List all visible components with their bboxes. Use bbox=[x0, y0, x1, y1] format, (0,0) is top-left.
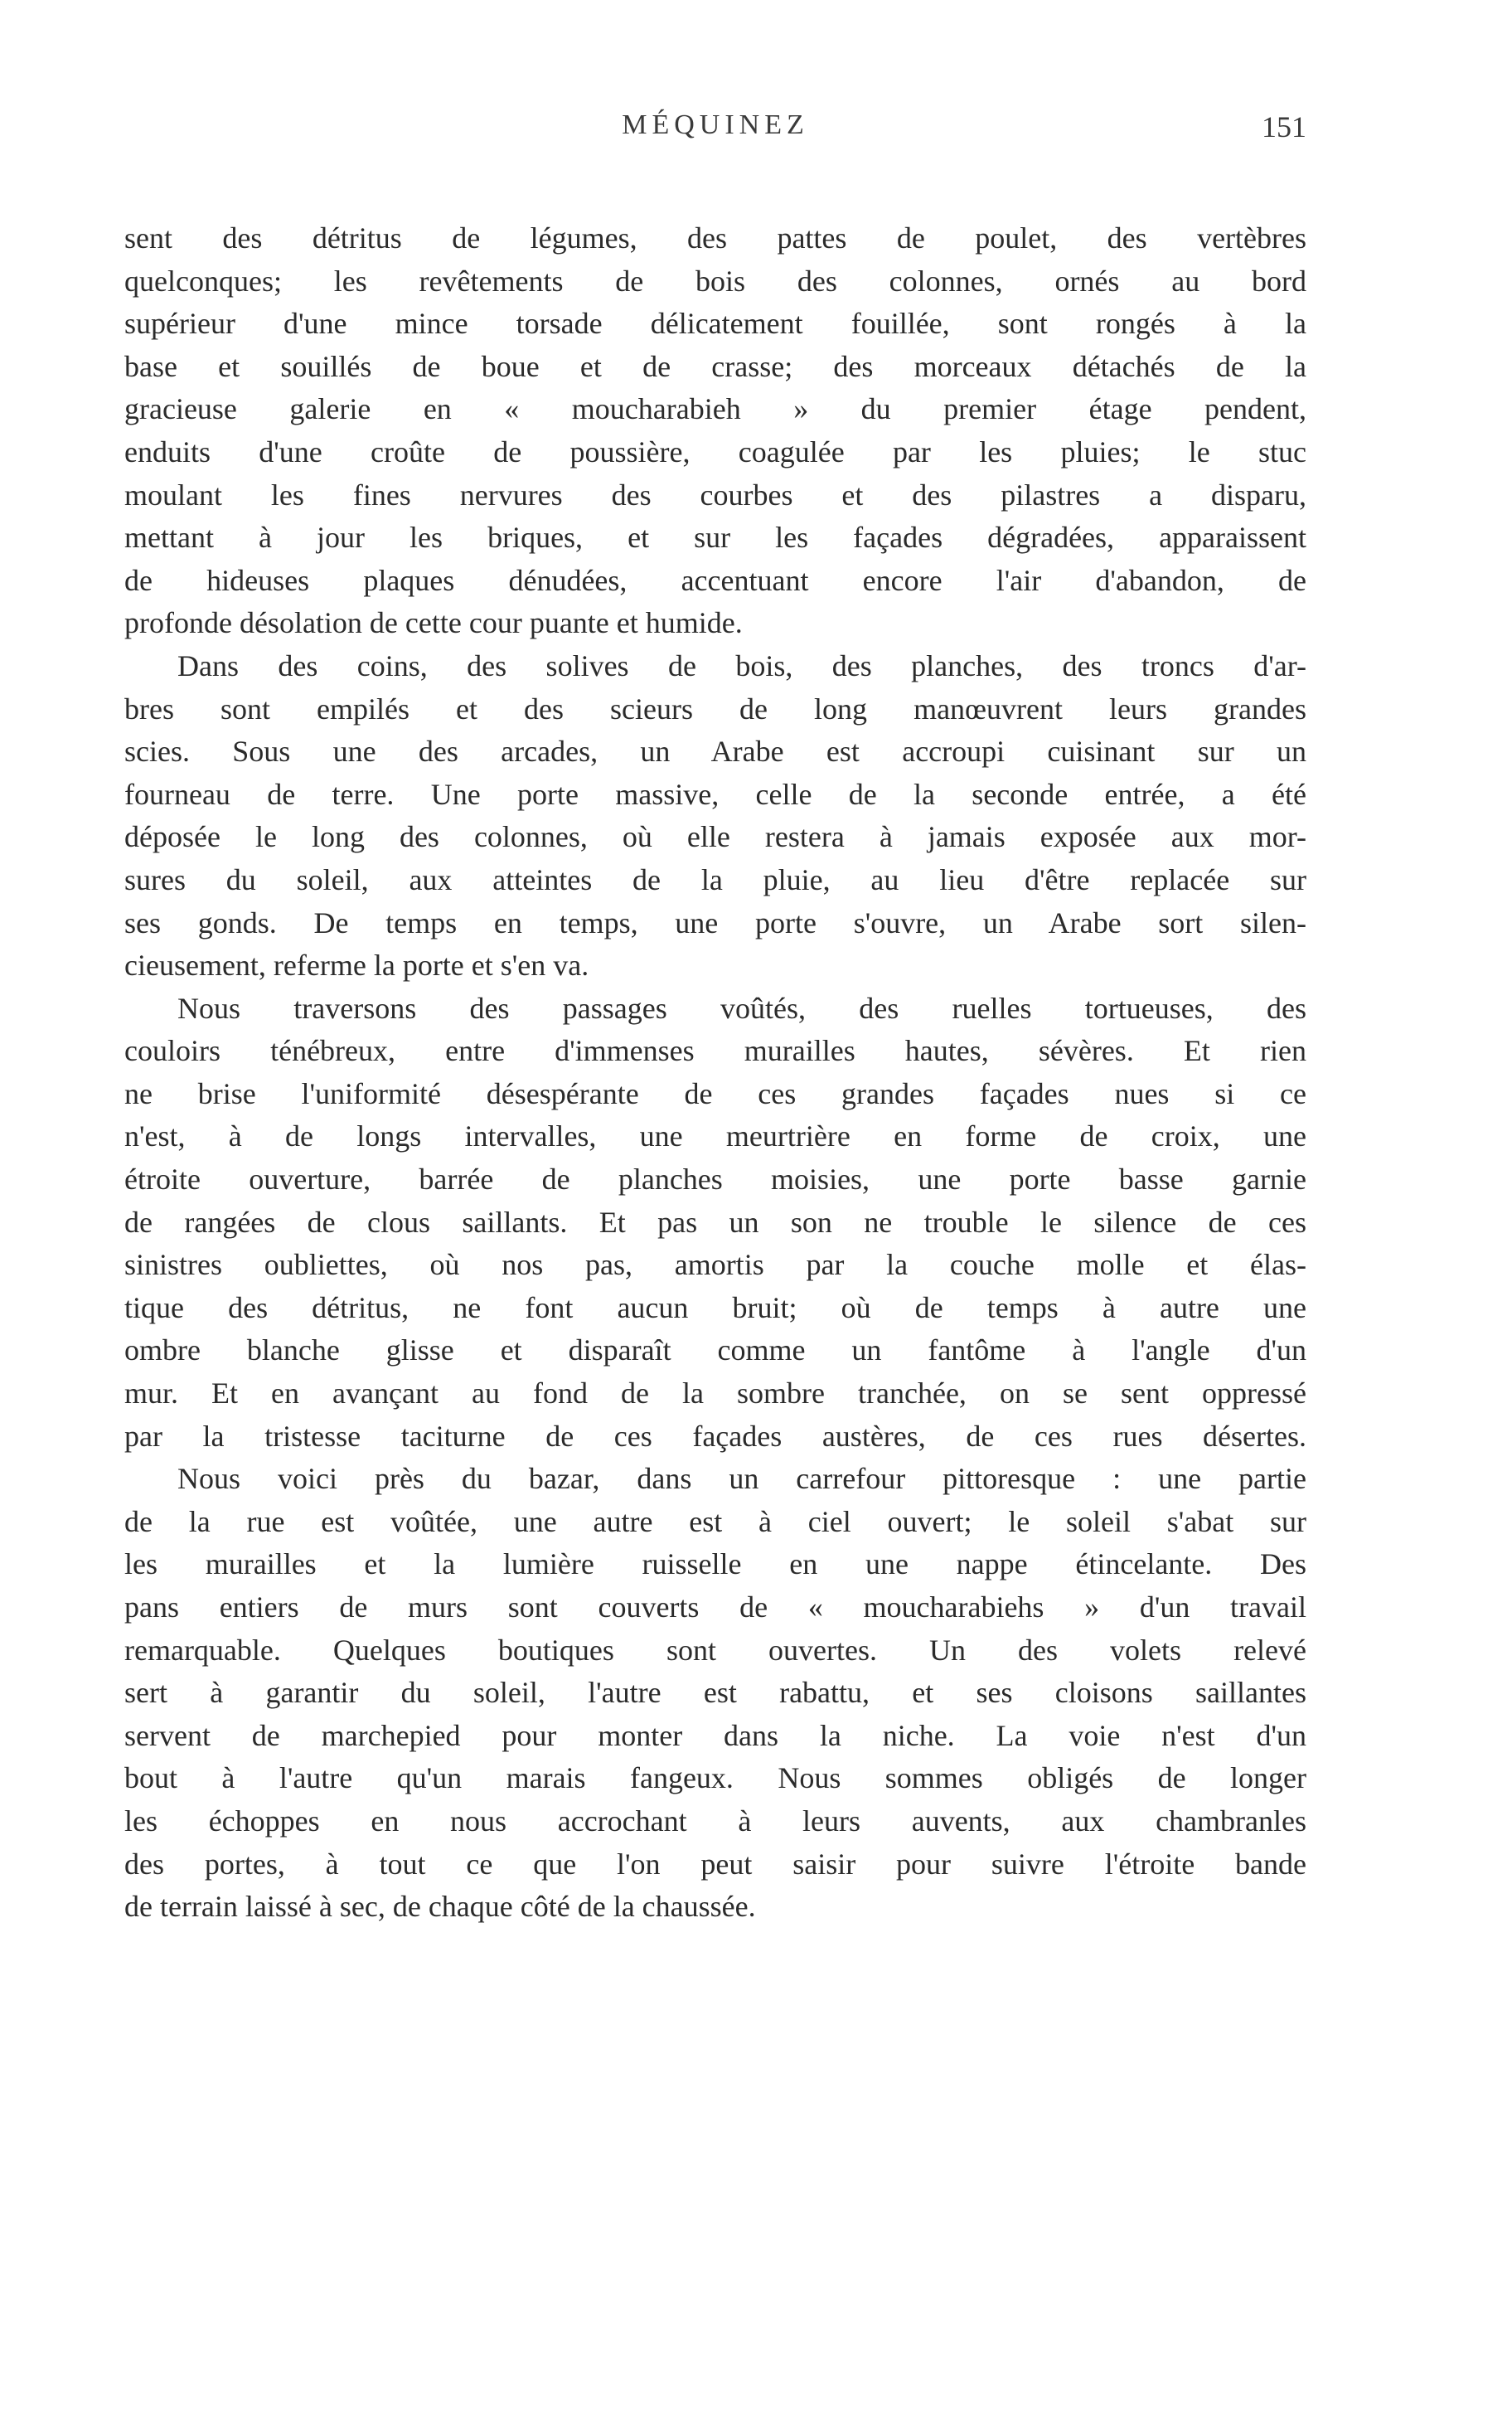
text-line: les murailles et la lumière ruisselle en une nappe étincelante. Des bbox=[124, 1547, 1306, 1581]
text-line: mur. Et en avançant au fond de la sombre tranchée, on se sent oppressé bbox=[124, 1376, 1306, 1410]
text-line: enduits d'une croûte de poussière, coagulée par les pluies; le stuc bbox=[124, 435, 1306, 469]
text-line: cieusement, referme la porte et s'en va. bbox=[124, 949, 589, 983]
text-line: Dans des coins, des solives de bois, des planches, des troncs d'ar- bbox=[177, 648, 1306, 682]
text-line: n'est, à de longs intervalles, une meurtrière en forme de croix, une bbox=[124, 1119, 1306, 1153]
text-line: remarquable. Quelques boutiques sont ouvertes. Un des volets relevé bbox=[124, 1633, 1306, 1667]
text-line: sent des détritus de légumes, des pattes de poulet, des vertèbres bbox=[124, 221, 1306, 255]
text-line: supérieur d'une mince torsade délicatement fouillée, sont rongés à la bbox=[124, 307, 1306, 341]
text-line: de la rue est voûtée, une autre est à ciel ouvert; le soleil s'abat sur bbox=[124, 1504, 1306, 1538]
text-line: quelconques; les revêtements de bois des colonnes, ornés au bord bbox=[124, 264, 1306, 298]
text-line: ombre blanche glisse et disparaît comme un fantôme à l'angle d'un bbox=[124, 1333, 1306, 1367]
text-line: gracieuse galerie en « moucharabieh » du premier étage pendent, bbox=[124, 392, 1306, 426]
text-line: les échoppes en nous accrochant à leurs auvents, aux chambranles bbox=[124, 1804, 1306, 1838]
text-line: sures du soleil, aux atteintes de la pluie, au lieu d'être replacée sur bbox=[124, 862, 1306, 896]
text-line: déposée le long des colonnes, où elle restera à jamais exposée aux mor- bbox=[124, 820, 1306, 854]
text-line: des portes, à tout ce que l'on peut saisir pour suivre l'étroite bande bbox=[124, 1847, 1306, 1881]
text-line: ne brise l'uniformité désespérante de ces grandes façades nues si ce bbox=[124, 1076, 1306, 1110]
text-line: Nous voici près du bazar, dans un carrefour pittoresque : une partie bbox=[177, 1462, 1306, 1496]
text-line: sinistres oubliettes, où nos pas, amortis par la couche molle et élas- bbox=[124, 1248, 1306, 1282]
text-line: par la tristesse taciturne de ces façades austères, de ces rues désertes. bbox=[124, 1419, 1306, 1453]
text-line: étroite ouverture, barrée de planches moisies, une porte basse garnie bbox=[124, 1163, 1306, 1197]
page-number: 151 bbox=[1262, 110, 1306, 143]
text-line: servent de marchepied pour monter dans la niche. La voie n'est d'un bbox=[124, 1718, 1306, 1752]
text-line: moulant les fines nervures des courbes et des pilastres a disparu, bbox=[124, 478, 1306, 512]
text-line: bres sont empilés et des scieurs de long manœuvrent leurs grandes bbox=[124, 692, 1306, 726]
text-body bbox=[124, 217, 1306, 1929]
text-line: mettant à jour les briques, et sur les façades dégradées, apparaissent bbox=[124, 521, 1306, 555]
text-line: sert à garantir du soleil, l'autre est rabattu, et ses cloisons saillantes bbox=[124, 1676, 1306, 1710]
running-title: MÉQUINEZ bbox=[622, 109, 809, 140]
text-line: de terrain laissé à sec, de chaque côté de la chaussée. bbox=[124, 1890, 756, 1924]
text-line: fourneau de terre. Une porte massive, celle de la seconde entrée, a été bbox=[124, 777, 1306, 811]
text-line: de hideuses plaques dénudées, accentuant encore l'air d'abandon, de bbox=[124, 563, 1306, 597]
text-line: pans entiers de murs sont couverts de « moucharabiehs » d'un travail bbox=[124, 1590, 1306, 1624]
text-line: ses gonds. De temps en temps, une porte s'ouvre, un Arabe sort silen- bbox=[124, 905, 1306, 939]
text-line: base et souillés de boue et de crasse; des morceaux détachés de la bbox=[124, 349, 1306, 383]
text-line: de rangées de clous saillants. Et pas un son ne trouble le silence de ces bbox=[124, 1205, 1306, 1239]
text-line: couloirs ténébreux, entre d'immenses murailles hautes, sévères. Et rien bbox=[124, 1034, 1306, 1068]
text-line: Nous traversons des passages voûtés, des ruelles tortueuses, des bbox=[177, 991, 1306, 1025]
text-line: profonde désolation de cette cour puante et humide. bbox=[124, 606, 743, 640]
running-head bbox=[124, 109, 1306, 151]
text-line: bout à l'autre qu'un marais fangeux. Nous sommes obligés de longer bbox=[124, 1761, 1306, 1795]
text-line: tique des détritus, ne font aucun bruit; où de temps à autre une bbox=[124, 1290, 1306, 1324]
text-line: scies. Sous une des arcades, un Arabe est accroupi cuisinant sur un bbox=[124, 735, 1306, 769]
